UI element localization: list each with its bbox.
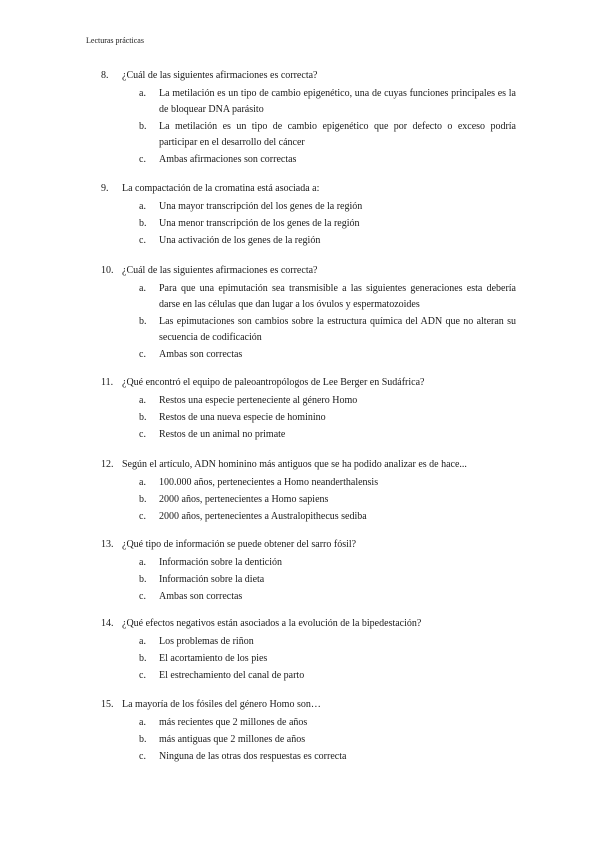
option-text: Restos de un animal no primate xyxy=(159,429,286,440)
option-text: Información sobre la dentición xyxy=(159,557,283,568)
question-number: 14. xyxy=(101,618,114,629)
option-letter: c. xyxy=(139,751,146,762)
option-letter: c. xyxy=(139,235,146,246)
question-number: 11. xyxy=(101,377,114,388)
option-text: Para que una epimutación sea transmisible a las siguientes generaciones esta debería darse en las células que dan lugar a los óvulos y espermatozoides xyxy=(159,283,516,310)
option-text: Información sobre la dieta xyxy=(159,574,265,585)
option-text: Las epimutaciones son cambios sobre la estructura química del ADN que no alteran su secuencia de codificación xyxy=(159,316,516,343)
question-text: La mayoría de los fósiles del género Homo son… xyxy=(122,699,321,710)
option-text: Ambas son correctas xyxy=(159,349,243,360)
option-text: 100.000 años, pertenecientes a Homo neanderthalensis xyxy=(159,477,379,488)
option-text: Ninguna de las otras dos respuestas es correcta xyxy=(159,751,347,762)
question-number: 15. xyxy=(101,699,114,710)
option-letter: a. xyxy=(139,717,146,728)
option-text: Ambas son correctas xyxy=(159,591,243,602)
option-letter: a. xyxy=(139,283,146,294)
option-letter: b. xyxy=(139,121,147,132)
option-text: 2000 años, pertenecientes a Homo sapiens xyxy=(159,494,329,505)
option-letter: c. xyxy=(139,511,146,522)
question-text: Según el artículo, ADN hominino más antiguos que se ha podido analizar es de hace... xyxy=(122,459,467,470)
option-text: La metilación es un tipo de cambio epigenético que por defecto o exceso podría participar en el desarrollo del cáncer xyxy=(159,121,516,148)
option-text: 2000 años, pertenecientes a Australopithecus sediba xyxy=(159,511,367,522)
question-number: 13. xyxy=(101,539,114,550)
question-text: ¿Cuál de las siguientes afirmaciones es correcta? xyxy=(122,265,318,276)
option-text: El estrechamiento del canal de parto xyxy=(159,670,305,681)
option-text: El acortamiento de los pies xyxy=(159,653,268,664)
option-text: Restos una especie perteneciente al género Homo xyxy=(159,395,358,406)
option-text: Ambas afirmaciones son correctas xyxy=(159,154,297,165)
option-letter: c. xyxy=(139,349,146,360)
option-letter: c. xyxy=(139,670,146,681)
option-letter: b. xyxy=(139,412,147,423)
option-letter: a. xyxy=(139,88,146,99)
question-number: 10. xyxy=(101,265,114,276)
option-text: Los problemas de riñon xyxy=(159,636,254,647)
option-letter: c. xyxy=(139,154,146,165)
option-text: Una mayor transcripción del los genes de la región xyxy=(159,201,363,212)
option-letter: b. xyxy=(139,653,147,664)
option-letter: a. xyxy=(139,557,146,568)
option-letter: b. xyxy=(139,494,147,505)
option-text: Restos de una nueva especie de hominino xyxy=(159,412,326,423)
option-letter: a. xyxy=(139,477,146,488)
question-number: 12. xyxy=(101,459,114,470)
question-text: ¿Qué tipo de información se puede obtener del sarro fósil? xyxy=(122,539,357,550)
option-letter: b. xyxy=(139,218,147,229)
option-letter: b. xyxy=(139,316,147,327)
option-letter: c. xyxy=(139,429,146,440)
option-text: más antiguas que 2 millones de años xyxy=(159,734,306,745)
page-header: Lecturas prácticas xyxy=(86,36,144,45)
question-number: 8. xyxy=(101,70,109,81)
question-text: ¿Cuál de las siguientes afirmaciones es correcta? xyxy=(122,70,318,81)
option-letter: a. xyxy=(139,395,146,406)
option-letter: c. xyxy=(139,591,146,602)
question-text: ¿Qué encontró el equipo de paleoantropólogos de Lee Berger en Sudáfrica? xyxy=(122,377,425,388)
option-letter: a. xyxy=(139,201,146,212)
option-text: Una activación de los genes de la región xyxy=(159,235,321,246)
option-letter: a. xyxy=(139,636,146,647)
option-text: más recientes que 2 millones de años xyxy=(159,717,308,728)
option-letter: b. xyxy=(139,574,147,585)
question-text: ¿Qué efectos negativos están asociados a la evolución de la bipedestación? xyxy=(122,618,422,629)
question-text: La compactación de la cromatina está asociada a: xyxy=(122,183,320,194)
option-letter: b. xyxy=(139,734,147,745)
question-number: 9. xyxy=(101,183,109,194)
option-text: La metilación es un tipo de cambio epigenético, una de cuyas funciones principales es la de bloquear DNA parásito xyxy=(159,88,516,115)
option-text: Una menor transcripción de los genes de la región xyxy=(159,218,360,229)
